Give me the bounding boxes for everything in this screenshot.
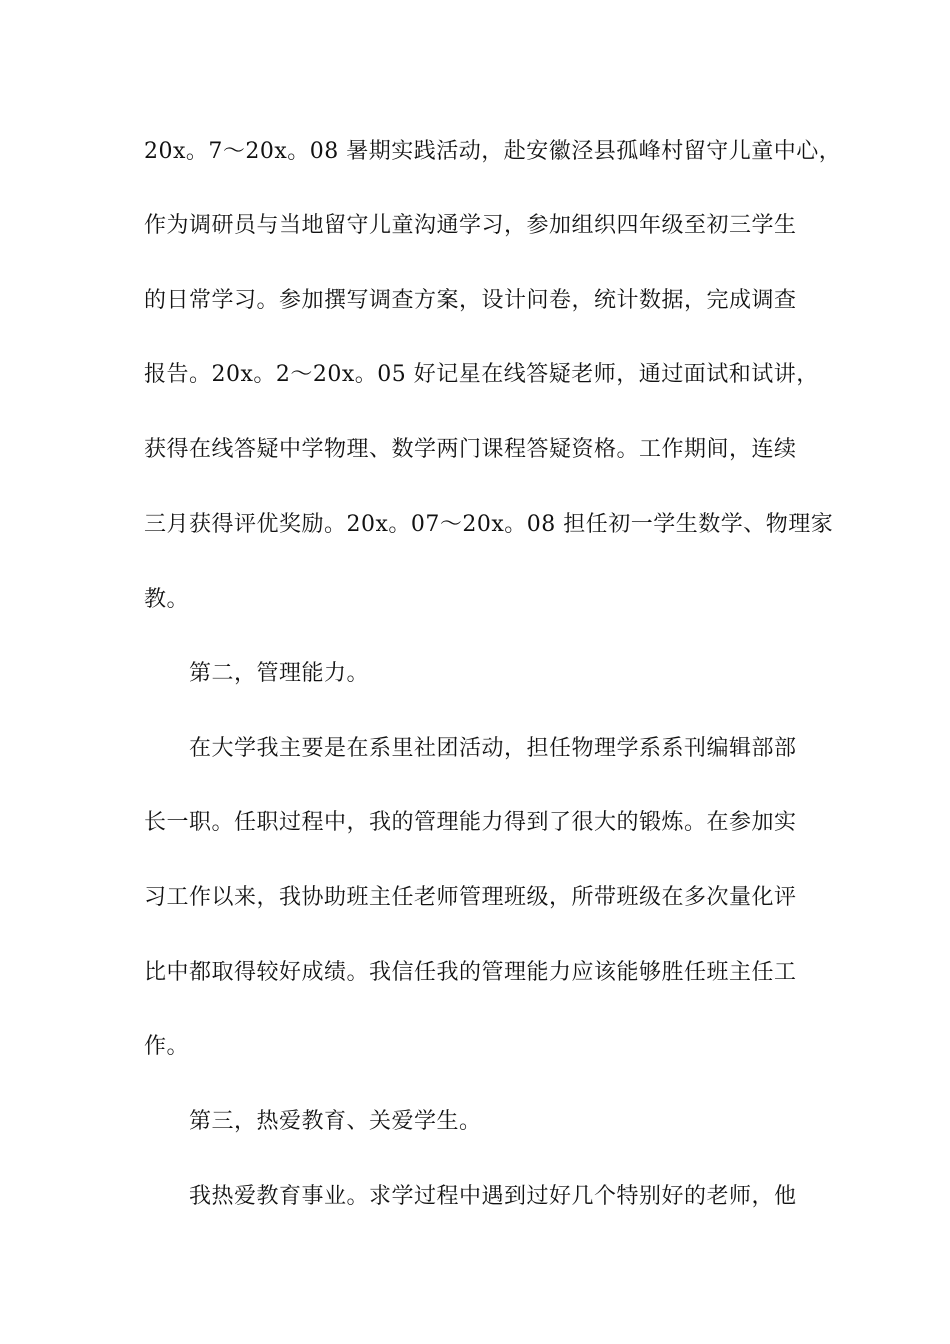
text-line: 比中都取得较好成绩。我信任我的管理能力应该能够胜任班主任工 bbox=[144, 960, 797, 985]
text-line: 20x。7～20x。08 暑期实践活动，赴安徽泾县孤峰村留守儿童中心， bbox=[144, 139, 842, 164]
text-line: 报告。20x。2～20x。05 好记星在线答疑老师，通过面试和试讲， bbox=[144, 362, 819, 387]
text-line: 习工作以来，我协助班主任老师管理班级，所带班级在多次量化评 bbox=[144, 885, 797, 910]
section-heading: 第三，热爱教育、关爱学生。 bbox=[189, 1109, 482, 1134]
text-line: 的日常学习。参加撰写调查方案，设计问卷，统计数据，完成调查 bbox=[144, 288, 797, 313]
section-heading: 第二，管理能力。 bbox=[189, 661, 370, 686]
text-line: 三月获得评优奖励。20x。07～20x。08 担任初一学生数学、物理家 bbox=[144, 512, 834, 537]
text-line: 教。 bbox=[144, 587, 190, 612]
text-line: 长一职。任职过程中，我的管理能力得到了很大的锻炼。在参加实 bbox=[144, 810, 797, 835]
text-line: 作。 bbox=[144, 1034, 190, 1059]
paragraph-start: 我热爱教育事业。求学过程中遇到过好几个特别好的老师，他 bbox=[189, 1184, 797, 1209]
text-line: 获得在线答疑中学物理、数学两门课程答疑资格。工作期间，连续 bbox=[144, 437, 797, 462]
paragraph-start: 在大学我主要是在系里社团活动，担任物理学系系刊编辑部部 bbox=[189, 736, 797, 761]
text-line: 作为调研员与当地留守儿童沟通学习，参加组织四年级至初三学生 bbox=[144, 213, 797, 238]
